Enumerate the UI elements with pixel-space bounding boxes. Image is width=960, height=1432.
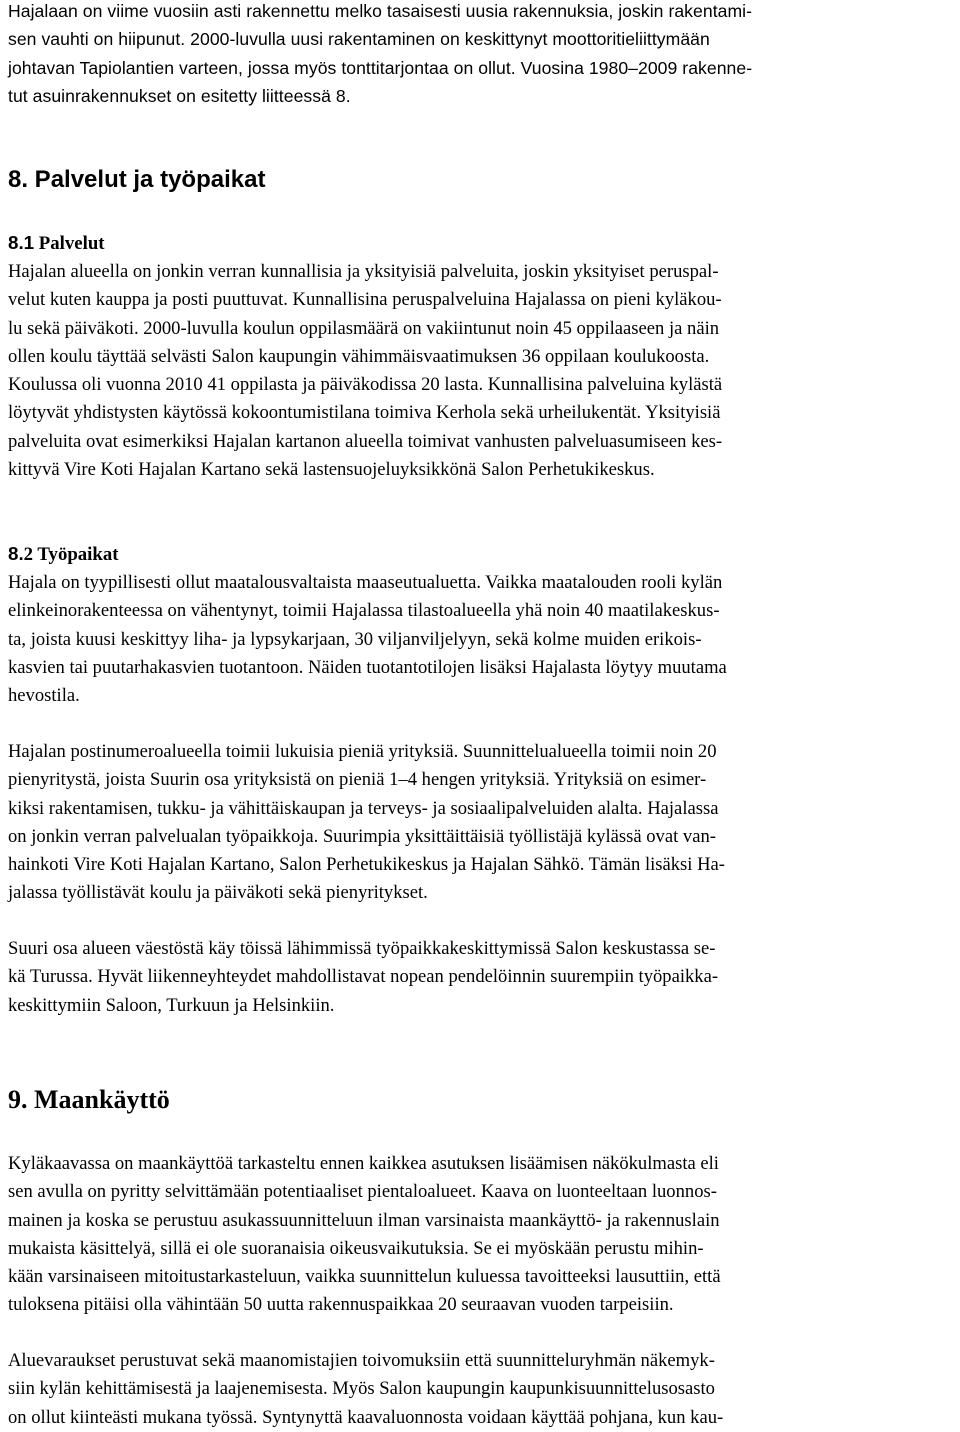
jobs-paragraph-2 — [8, 738, 725, 908]
text-line: johtavan Tapiolantien varteen, jossa myös tonttitarjontaa on ollut. Vuosina 1980–2009 rakenne- — [8, 57, 753, 78]
section-9-heading: 9. Maankäyttö — [8, 1085, 170, 1114]
text-line: Aluevaraukset perustuvat sekä maanomistajien toivomuksiin että suunnitteluryhmän näkemyk- — [8, 1350, 715, 1371]
subsection-title: Työpaikat — [33, 544, 119, 565]
text-line: kittyvä Vire Koti Hajalan Kartano sekä lastensuojeluyksikkönä Salon Perhetukikeskus. — [8, 459, 655, 481]
text-line: jalassa työllistävät koulu ja päiväkoti sekä pienyritykset. — [8, 882, 428, 904]
text-line: velut kuten kauppa ja posti puuttuvat. Kunnallisina peruspalveluina Hajalassa on pieni kyläkou- — [8, 289, 722, 311]
services-paragraph — [8, 258, 722, 484]
text-line: Hajala on tyypillisesti ollut maatalousvaltaista maaseutualuetta. Vaikka maatalouden rooli kylän — [8, 572, 723, 593]
text-line: palveluita ovat esimerkiksi Hajalan kartanon alueella toimivat vanhusten palveluasumiseen kes- — [8, 430, 723, 452]
text-line: kiksi rakentamisen, tukku- ja vähittäiskaupan ja terveys- ja sosiaalipalveluiden alalta. Hajalassa — [8, 797, 719, 819]
text-line: on jonkin verran palvelualan työpaikkoja. Suurimpia yksittäittäisiä työllistäjä kylässä ovat van- — [8, 825, 716, 847]
text-line: kasvien tai puutarhakasvien tuotantoon. Näiden tuotantotilojen lisäksi Hajalasta löytyy muutama — [8, 656, 727, 678]
jobs-paragraph-1 — [8, 569, 727, 710]
subsection-number: 8.1 — [8, 232, 35, 253]
jobs-paragraph-3 — [8, 935, 718, 1020]
text-line: kä Turussa. Hyvät liikenneyhteydet mahdollistavat nopean pendelöinnin suurempiin työpaikka- — [8, 966, 719, 988]
text-line: mainen ja koska se perustuu asukassuunnitteluun ilman varsinaista maankäyttö- ja rakennuslain — [8, 1209, 720, 1231]
text-line: ollen koulu täyttää selvästi Salon kaupungin vähimmäisvaatimuksen 36 oppilaan koulukoosta. — [8, 345, 710, 367]
text-line: Hajalan alueella on jonkin verran kunnallisia ja yksityisiä palveluita, joskin yksityiset peruspal- — [8, 261, 719, 282]
text-line: ta, joista kuusi keskittyy liha- ja lypsykarjaan, 30 viljanviljelyyn, sekä kolme muiden erikois- — [8, 628, 702, 650]
text-line: Hajalaan on viime vuosiin asti rakennettu melko tasaisesti uusia rakennuksia, joskin rakentami- — [8, 1, 753, 21]
text-line: Koulussa oli vuonna 2010 41 oppilasta ja päiväkodissa 20 lasta. Kunnallisina palveluina kylästä — [8, 374, 723, 396]
text-line: hainkoti Vire Koti Hajalan Kartano, Salon Perhetukikeskus ja Hajalan Sähkö. Tämän lisäksi Ha- — [8, 854, 725, 876]
text-line: tuloksena pitäisi olla vähintään 50 uutta rakennuspaikkaa 20 seuraavan vuoden tarpeisiin. — [8, 1294, 674, 1316]
intro-paragraph — [8, 0, 752, 110]
subsection-8-2-heading — [8, 540, 118, 569]
subsection-number-suffix: 2 — [23, 544, 34, 565]
text-line: hevostila. — [8, 685, 80, 707]
text-line: Kyläkaavassa on maankäyttöä tarkasteltu ennen kaikkea asutuksen lisäämisen näkökulmasta eli — [8, 1153, 719, 1174]
text-line: Suuri osa alueen väestöstä käy töissä lähimmissä työpaikkakeskittymissä Salon keskustassa se- — [8, 938, 716, 959]
text-line: on ollut kiinteästi mukana työssä. Syntynyttä kaavaluonnosta voidaan käyttää pohjana, kun kau- — [8, 1406, 724, 1428]
text-line: löytyvät yhdistysten käytössä kokoontumistilana toimiva Kerhola sekä urheilukentät. Yksityisiä — [8, 402, 721, 424]
text-line: sen avulla on pyritty selvittämään potentiaaliset pientaloalueet. Kaava on luonteeltaan luonnos- — [8, 1181, 717, 1203]
text-line: tut asuinrakennukset on esitetty liitteessä 8. — [8, 85, 351, 106]
text-line: pienyritystä, joista Suurin osa yrityksistä on pieniä 1–4 hengen yrityksiä. Yrityksiä on esimer- — [8, 769, 707, 791]
text-line: kään varsinaiseen mitoitustarkasteluun, vaikka suunnittelun kuluessa tavoitteeksi lausuttiin, että — [8, 1266, 721, 1288]
subsection-title: Palvelut — [34, 233, 105, 254]
text-line: keskittymiin Saloon, Turkuun ja Helsinkiin. — [8, 994, 335, 1016]
section-8-heading: 8. Palvelut ja työpaikat — [8, 166, 266, 193]
text-line: Hajalan postinumeroalueella toimii lukuisia pieniä yrityksiä. Suunnittelualueella toimii noin 20 — [8, 741, 717, 762]
text-line: siin kylän kehittämisestä ja laajenemisesta. Myös Salon kaupungin kaupunkisuunnittelusosasto — [8, 1378, 715, 1400]
land-use-paragraph-2 — [8, 1347, 723, 1432]
text-line: elinkeinorakenteessa on vähentynyt, toimii Hajalassa tilastoalueella yhä noin 40 maatilakeskus- — [8, 600, 720, 622]
land-use-paragraph-1 — [8, 1150, 721, 1320]
text-line: sen vauhti on hiipunut. 2000-luvulla uusi rakentaminen on keskittynyt moottoritieliittymään — [8, 29, 710, 50]
subsection-8-1-heading — [8, 229, 105, 258]
subsection-number: 8. — [8, 543, 24, 564]
text-line: lu sekä päiväkoti. 2000-luvulla koulun oppilasmäärä on vakiintunut noin 45 oppilaaseen ja näin — [8, 317, 720, 339]
text-line: mukaista käsittelyä, sillä ei ole suoranaisia oikeusvaikutuksia. Se ei myöskään perustu mihin- — [8, 1237, 704, 1259]
